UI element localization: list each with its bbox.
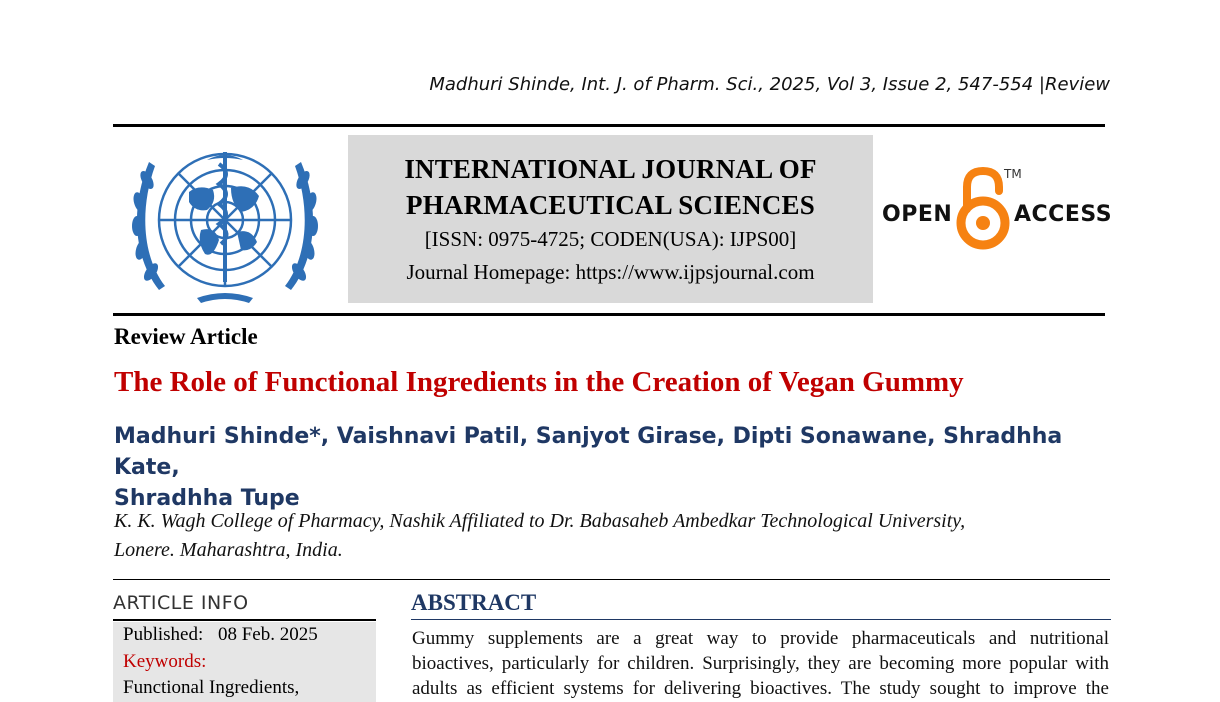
journal-globe-logo — [127, 140, 323, 306]
journal-title-line2: PHARMACEUTICAL SCIENCES — [406, 190, 815, 220]
journal-masthead — [348, 135, 873, 303]
published-row — [123, 624, 318, 646]
masthead-top-rule — [113, 124, 1105, 127]
abstract-rule — [411, 619, 1111, 620]
affiliation-line-2: Lonere. Maharashtra, India. — [114, 539, 343, 561]
affiliation-line-1: K. K. Wagh College of Pharmacy, Nashik Affiliated to Dr. Babasaheb Ambedkar Technological University, — [114, 510, 966, 532]
journal-homepage[interactable]: Journal Homepage: https://www.ijpsjournal.com — [406, 260, 815, 284]
author-list — [114, 421, 1114, 514]
trademark-mark: TM — [1004, 167, 1022, 181]
article-title: The Role of Functional Ingredients in the Creation of Vegan Gummy — [114, 366, 964, 398]
open-access-left: OPEN — [882, 202, 953, 227]
running-header: Madhuri Shinde, Int. J. of Pharm. Sci., 2025, Vol 3, Issue 2, 547-554 |Review — [429, 74, 1110, 95]
article-info-box — [113, 622, 376, 702]
keywords-value: Functional Ingredients, — [123, 677, 300, 698]
open-access-right: ACCESS — [1014, 202, 1113, 227]
keywords-label: Keywords: — [123, 651, 207, 672]
journal-title-line1: INTERNATIONAL JOURNAL OF — [404, 154, 817, 184]
abstract-body — [412, 626, 1109, 701]
abstract-line-3: adults as efficient systems for delivering bioactives. The study sought to improve the — [412, 678, 1109, 699]
section-divider — [113, 579, 1110, 580]
affiliation — [114, 507, 1114, 565]
journal-issn: [ISSN: 0975-4725; CODEN(USA): IJPS00] — [424, 227, 797, 251]
article-info-rule — [113, 619, 376, 621]
article-type: Review Article — [114, 324, 258, 349]
masthead-bottom-rule — [113, 313, 1105, 316]
open-access-badge — [880, 165, 1113, 255]
author-line-2: Shradhha Tupe — [114, 486, 300, 511]
article-info-heading: ARTICLE INFO — [113, 592, 249, 614]
author-line-1: Madhuri Shinde*, Vaishnavi Patil, Sanjyot Girase, Dipti Sonawane, Shradhha Kate, — [114, 424, 1063, 480]
abstract-line-1: Gummy supplements are a great way to provide pharmaceuticals and nutritional — [412, 628, 1109, 649]
published-label: Published: — [123, 624, 204, 645]
abstract-line-2: bioactives, particularly for children. Surprisingly, they are becoming more popular with — [412, 653, 1109, 674]
published-date: 08 Feb. 2025 — [217, 624, 318, 645]
abstract-heading: ABSTRACT — [411, 590, 537, 615]
